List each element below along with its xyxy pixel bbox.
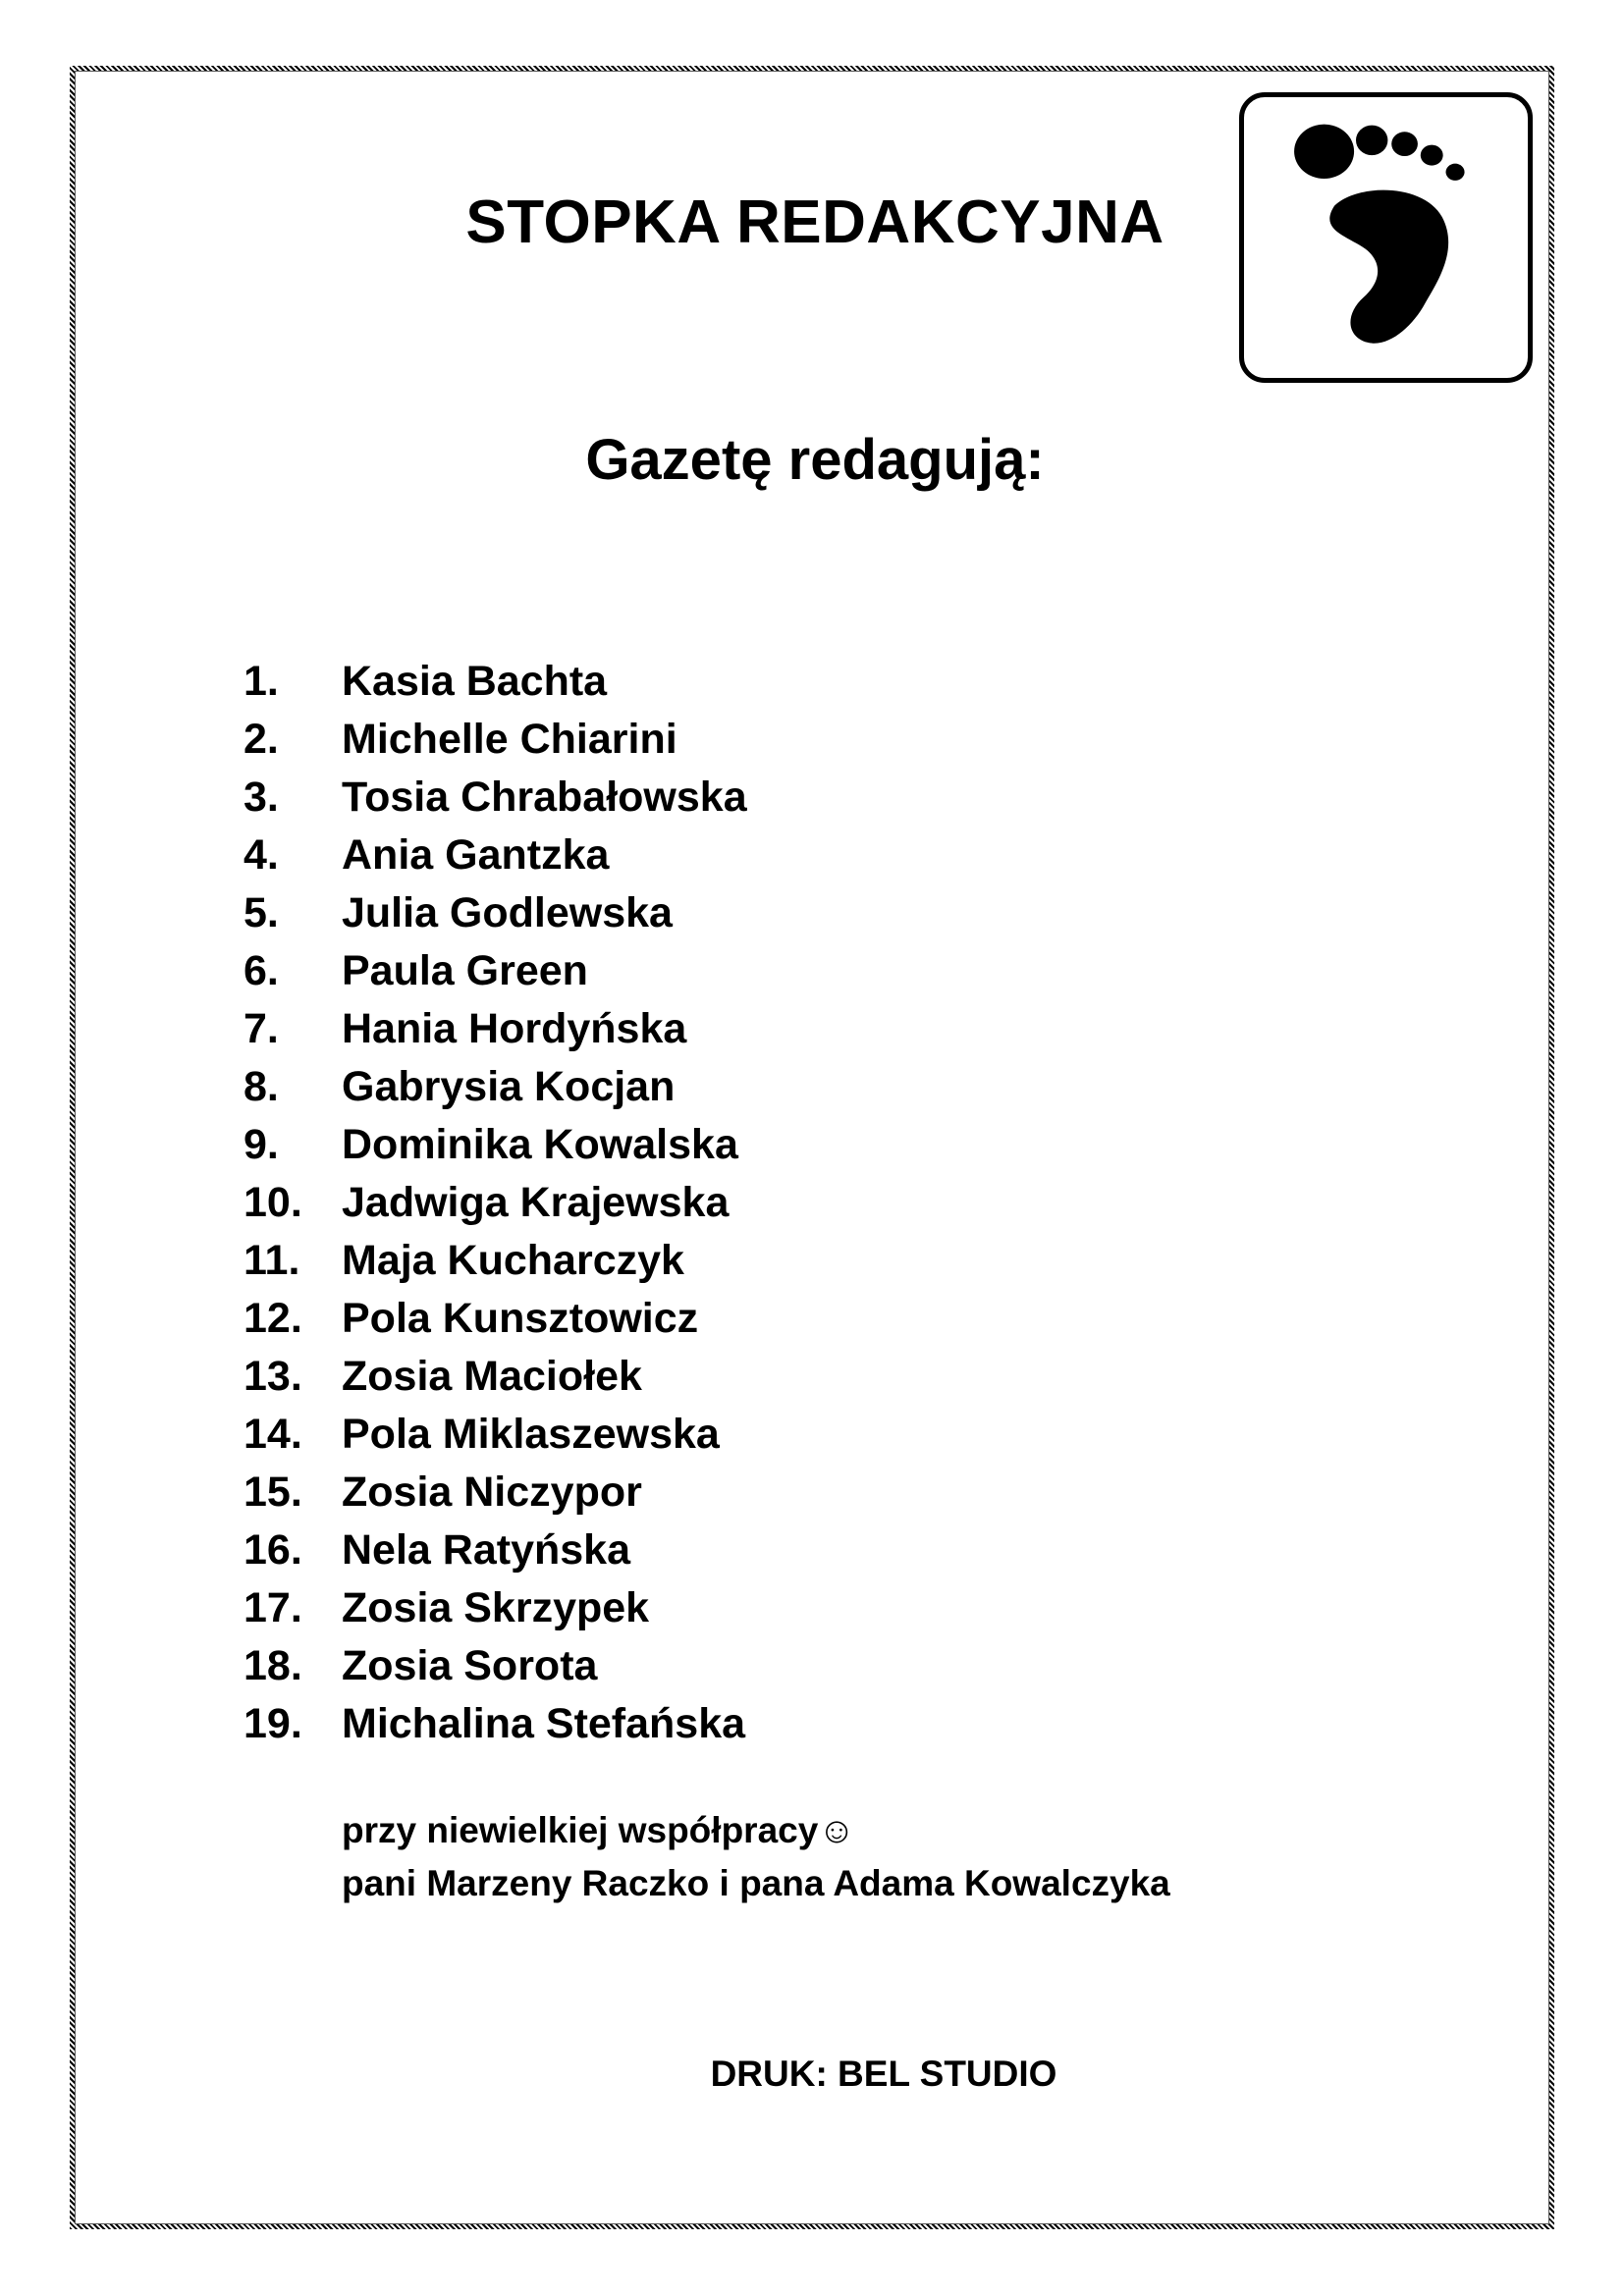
list-item-name: Julia Godlewska: [342, 889, 673, 936]
editors-list: [244, 653, 747, 1753]
list-item: [244, 1058, 747, 1116]
list-item: [244, 942, 747, 1000]
list-item: [244, 711, 747, 769]
list-item: [244, 884, 747, 942]
list-item-number: 18.: [244, 1642, 302, 1689]
list-item-name: Jadwiga Krajewska: [342, 1179, 730, 1226]
list-item-number: 6.: [244, 947, 279, 994]
list-item-name: Zosia Sorota: [342, 1642, 598, 1689]
list-item: [244, 653, 747, 711]
list-item: [244, 1406, 747, 1464]
list-item-number: 1.: [244, 658, 279, 705]
list-item-number: 13.: [244, 1353, 302, 1400]
list-item-name: Nela Ratyńska: [342, 1526, 630, 1574]
list-item-name: Zosia Skrzypek: [342, 1584, 650, 1631]
collaboration-line-1: przy niewielkiej współpracy☺: [342, 1810, 856, 1850]
list-item-number: 12.: [244, 1295, 302, 1342]
list-item: [244, 769, 747, 827]
list-item: [244, 1464, 747, 1522]
list-item-name: Michelle Chiarini: [342, 716, 677, 763]
list-item-number: 5.: [244, 889, 279, 936]
list-item-number: 7.: [244, 1005, 279, 1052]
editors-heading: Gazetę redagują:: [585, 428, 1045, 492]
page-title: STOPKA REDAKCYJNA: [465, 188, 1164, 256]
list-item: [244, 1348, 747, 1406]
list-item-number: 11.: [244, 1237, 300, 1284]
list-item-name: Kasia Bachta: [342, 658, 608, 705]
list-item-number: 10.: [244, 1179, 302, 1226]
logo: [1239, 92, 1533, 383]
list-item-number: 17.: [244, 1584, 302, 1631]
list-item: [244, 1695, 747, 1753]
list-item-number: 9.: [244, 1121, 279, 1168]
collaboration-note: [342, 1804, 1170, 1910]
list-item-name: Zosia Niczypor: [342, 1468, 642, 1516]
list-item-name: Dominika Kowalska: [342, 1121, 738, 1168]
list-item-name: Zosia Maciołek: [342, 1353, 642, 1400]
list-item: [244, 1174, 747, 1232]
list-item: [244, 1232, 747, 1290]
list-item-name: Gabrysia Kocjan: [342, 1063, 676, 1110]
list-item-number: 3.: [244, 774, 279, 821]
list-item: [244, 1579, 747, 1637]
list-item: [244, 1000, 747, 1058]
list-item-number: 15.: [244, 1468, 302, 1516]
list-item-number: 19.: [244, 1700, 302, 1747]
list-item-name: Tosia Chrabałowska: [342, 774, 747, 821]
list-item: [244, 1637, 747, 1695]
list-item-number: 2.: [244, 716, 279, 763]
list-item-number: 8.: [244, 1063, 279, 1110]
list-item-name: Paula Green: [342, 947, 588, 994]
list-item: [244, 827, 747, 884]
collaboration-line-2: pani Marzeny Raczko i pana Adama Kowalczyka: [342, 1863, 1170, 1903]
list-item-name: Maja Kucharczyk: [342, 1237, 684, 1284]
list-item-number: 16.: [244, 1526, 302, 1574]
list-item: [244, 1116, 747, 1174]
list-item-name: Pola Kunsztowicz: [342, 1295, 699, 1342]
list-item: [244, 1290, 747, 1348]
footprint-icon: [1244, 97, 1528, 378]
list-item-name: Michalina Stefańska: [342, 1700, 746, 1747]
list-item-name: Pola Miklaszewska: [342, 1411, 720, 1458]
list-item-number: 4.: [244, 831, 279, 879]
list-item-number: 14.: [244, 1411, 302, 1458]
print-credit: DRUK: BEL STUDIO: [710, 2054, 1057, 2094]
list-item-name: Ania Gantzka: [342, 831, 610, 879]
list-item: [244, 1522, 747, 1579]
list-item-name: Hania Hordyńska: [342, 1005, 687, 1052]
